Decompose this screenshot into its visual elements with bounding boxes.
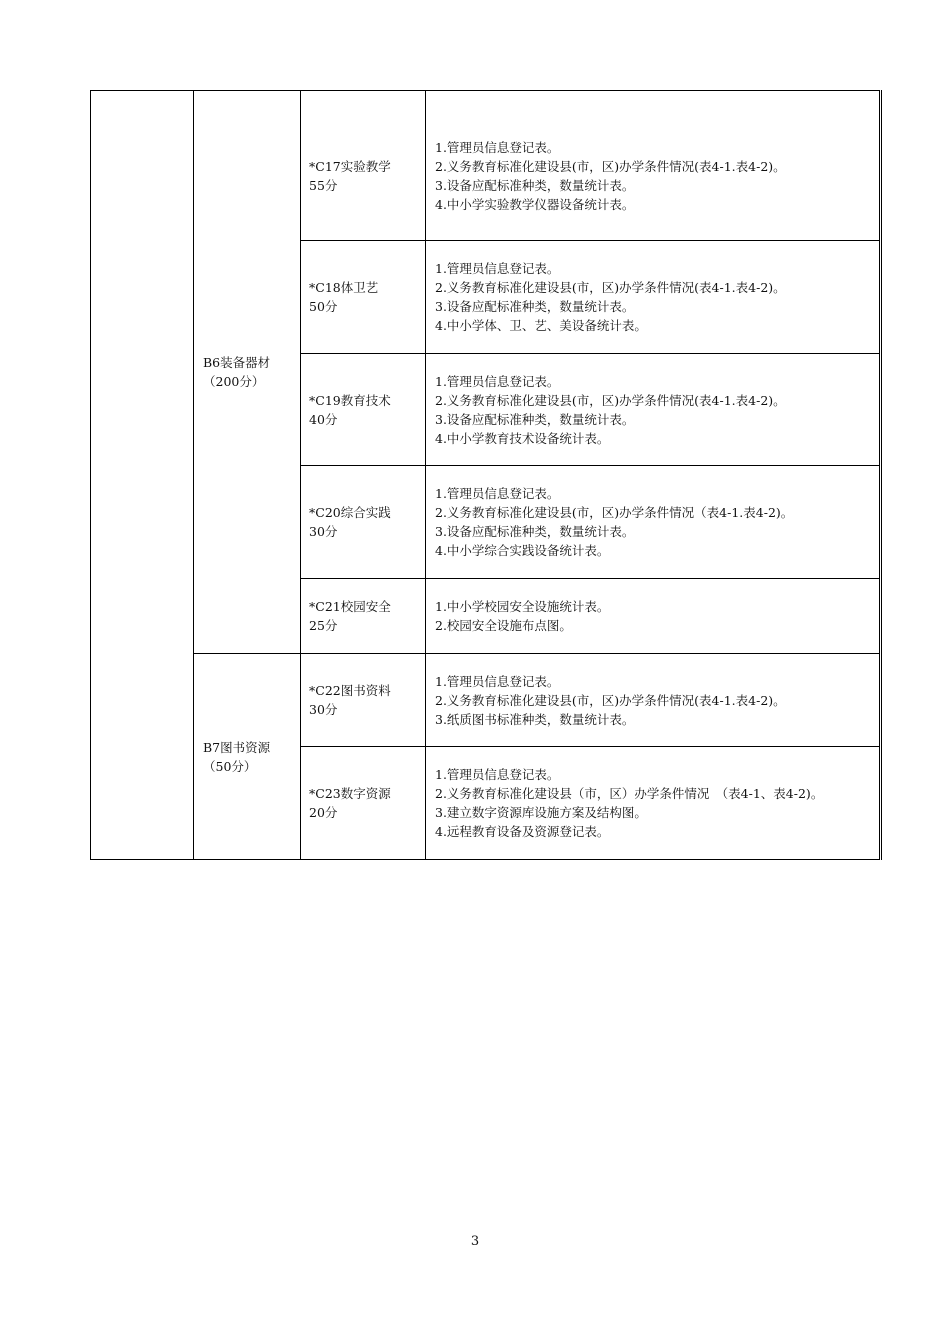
evidence-c19-cell	[426, 354, 881, 466]
criterion-c19-cell	[301, 354, 426, 466]
c19-score: 40分	[309, 411, 338, 427]
b6-score: （200分）	[203, 374, 265, 389]
category-b6-cell	[194, 91, 301, 654]
c23-score: 20分	[309, 805, 338, 820]
c18-label: *C18体卫艺	[309, 280, 379, 295]
list-item: 1.管理员信息登记表。	[435, 261, 560, 276]
list-item: 4.中小学体、卫、艺、美设备统计表。	[435, 318, 647, 333]
list-item: 1.管理员信息登记表。	[435, 486, 560, 501]
evidence-c21-cell	[426, 579, 881, 654]
criterion-c23-cell	[301, 747, 426, 860]
list-item: 3.设备应配标准种类，数量统计表。	[435, 411, 635, 427]
evidence-c17-cell	[426, 91, 881, 241]
list-item: 2.义务教育标准化建设县(市，区)办学条件情况(表4-1.表4-2)。	[435, 158, 786, 174]
list-item: 1.管理员信息登记表。	[435, 373, 560, 389]
list-item: 3.设备应配标准种类，数量统计表。	[435, 299, 635, 314]
b7-score: （50分）	[203, 758, 257, 774]
page-number: 3	[470, 1234, 480, 1249]
table-row	[91, 91, 881, 241]
list-item: 2.义务教育标准化建设县(市，区)办学条件情况(表4-1.表4-2)。	[435, 392, 786, 408]
list-item: 1.中小学校园安全设施统计表。	[435, 599, 610, 614]
criterion-c17-cell	[301, 91, 426, 241]
category-a-cell	[91, 91, 194, 860]
b6-label: B6装备器材	[203, 355, 271, 370]
list-item: 3.纸质图书标准种类，数量统计表。	[435, 711, 635, 727]
c19-label: *C19教育技术	[309, 392, 391, 408]
b7-label: B7图书资源	[203, 739, 271, 755]
list-item: 3.设备应配标准种类，数量统计表。	[435, 524, 635, 539]
c20-score: 30分	[309, 524, 338, 539]
list-item: 2.义务教育标准化建设县（市，区）办学条件情况 （表4-1、表4-2)。	[435, 786, 824, 801]
c20-label: *C20综合实践	[309, 505, 391, 520]
c17-label: *C17实验教学	[309, 158, 391, 174]
list-item: 2.校园安全设施布点图。	[435, 618, 572, 633]
list-item: 1.管理员信息登记表。	[435, 139, 560, 155]
c21-score: 25分	[309, 618, 338, 633]
criterion-c21-cell	[301, 579, 426, 654]
criterion-c18-cell	[301, 241, 426, 354]
list-item: 2.义务教育标准化建设县(市，区)办学条件情况(表4-1.表4-2)。	[435, 280, 786, 295]
list-item: 3.设备应配标准种类，数量统计表。	[435, 177, 635, 193]
evidence-c22-cell	[426, 654, 881, 747]
list-item: 4.中小学综合实践设备统计表。	[435, 543, 610, 558]
evidence-c20-cell	[426, 466, 881, 579]
c18-score: 50分	[309, 299, 338, 314]
evaluation-table	[90, 90, 882, 860]
c22-label: *C22图书资料	[309, 683, 391, 698]
list-item: 3.建立数字资源库设施方案及结构图。	[435, 805, 647, 820]
list-item: 1.管理员信息登记表。	[435, 673, 560, 689]
table-row	[91, 654, 881, 747]
c22-score: 30分	[309, 702, 338, 717]
category-b7-cell	[194, 654, 301, 860]
list-item: 4.远程教育设备及资源登记表。	[435, 824, 610, 839]
c23-label: *C23数字资源	[309, 786, 391, 801]
list-item: 4.中小学教育技术设备统计表。	[435, 430, 610, 446]
criterion-c20-cell	[301, 466, 426, 579]
criterion-c22-cell	[301, 654, 426, 747]
list-item: 4.中小学实验教学仪器设备统计表。	[435, 196, 635, 212]
c17-score: 55分	[309, 177, 338, 193]
c21-label: *C21校园安全	[309, 599, 391, 614]
evidence-c18-cell	[426, 241, 881, 354]
list-item: 2.义务教育标准化建设县(市，区)办学条件情况(表4-1.表4-2)。	[435, 692, 786, 708]
evidence-c23-cell	[426, 747, 881, 860]
list-item: 1.管理员信息登记表。	[435, 767, 560, 782]
list-item: 2.义务教育标准化建设县(市，区)办学条件情况（表4-1.表4-2)。	[435, 505, 794, 520]
